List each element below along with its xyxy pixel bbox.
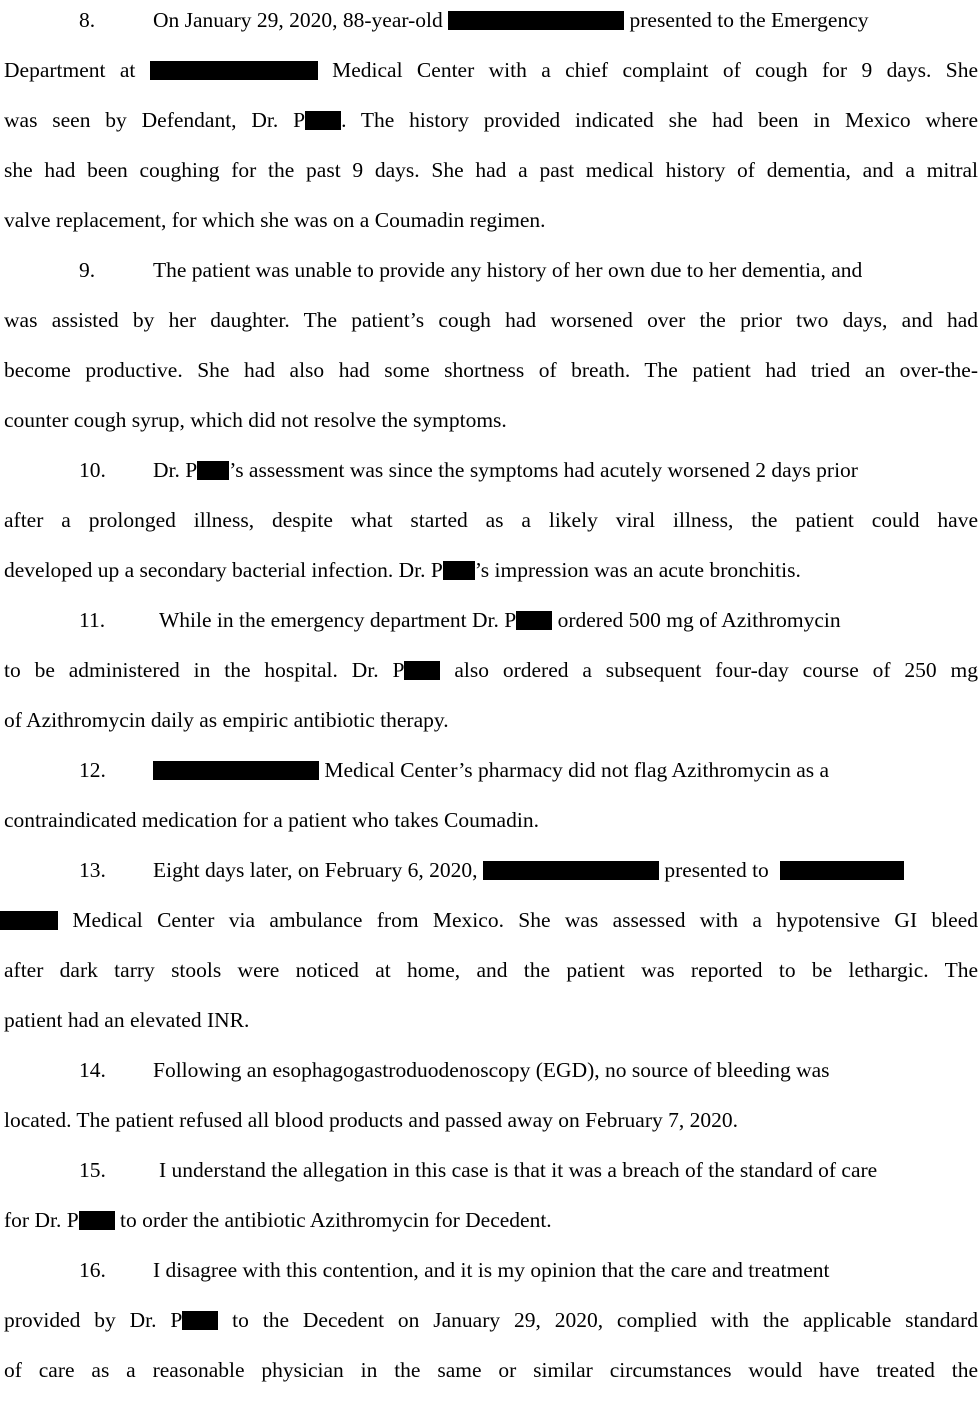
paragraph-9-line-1: 9. The patient was unable to provide any history of her own due to her dementia, and — [4, 258, 978, 308]
redaction-bar — [305, 111, 341, 130]
paragraph-number: 15. — [79, 1158, 106, 1182]
redaction-bar — [516, 611, 552, 630]
paragraph-number: 9. — [79, 258, 96, 282]
paragraph-number: 16. — [79, 1258, 106, 1282]
paragraph-11-line-2: to be administered in the hospital. Dr. P also ordered a subsequent four-day course of 250 mg — [4, 658, 979, 682]
redaction-bar — [153, 761, 319, 780]
paragraph-number: 11. — [79, 608, 106, 632]
paragraph-10-line-3: developed up a secondary bacterial infection. Dr. P ’s impression was an acute bronchitis. — [4, 558, 801, 582]
paragraph-15-line-1: 15. I understand the allegation in this case is that it was a breach of the standard of care — [4, 1158, 978, 1208]
redaction-bar — [483, 861, 659, 880]
paragraph-number: 10. — [79, 458, 106, 482]
paragraph-number: 14. — [79, 1058, 106, 1082]
redaction-bar — [443, 561, 475, 580]
redaction-bar — [197, 461, 229, 480]
paragraph-8-line-4: she had been coughing for the past 9 days. She had a past medical history of dementia, and a mitral — [4, 158, 978, 182]
paragraph-16-line-3: of care as a reasonable physician in the same or similar circumstances would have treated the — [4, 1358, 978, 1382]
paragraph-10-line-1: 10. Dr. P ’s assessment was since the symptoms had acutely worsened 2 days prior — [4, 458, 978, 508]
paragraph-15-line-2: for Dr. P to order the antibiotic Azithromycin for Decedent. — [4, 1208, 552, 1232]
paragraph-16-line-2: provided by Dr. P to the Decedent on January 29, 2020, complied with the applicable standard — [4, 1308, 978, 1332]
redaction-bar — [182, 1311, 218, 1330]
paragraph-12-line-2: contraindicated medication for a patient who takes Coumadin. — [4, 808, 539, 832]
paragraph-8-line-1: 8. On January 29, 2020, 88-year-old presented to the Emergency — [4, 8, 978, 58]
redaction-bar — [79, 1211, 115, 1230]
paragraph-number: 8. — [79, 8, 96, 32]
paragraph-13-line-2: Medical Center via ambulance from Mexico. She was assessed with a hypotensive GI bleed — [0, 908, 978, 958]
paragraph-9-line-2: was assisted by her daughter. The patient’s cough had worsened over the prior two days, and had — [4, 308, 978, 332]
redaction-bar — [0, 911, 58, 930]
paragraph-10-line-2: after a prolonged illness, despite what started as a likely viral illness, the patient could have — [4, 508, 978, 532]
paragraph-13-line-4: patient had an elevated INR. — [4, 1008, 250, 1032]
paragraph-8-line-3: was seen by Defendant, Dr. P . The history provided indicated she had been in Mexico where — [4, 108, 978, 132]
paragraph-14-line-1: 14. Following an esophagogastroduodenoscopy (EGD), no source of bleeding was — [4, 1058, 978, 1108]
paragraph-9-line-4: counter cough syrup, which did not resolve the symptoms. — [4, 408, 507, 432]
redaction-bar — [448, 11, 624, 30]
paragraph-8-line-5: valve replacement, for which she was on a Coumadin regimen. — [4, 208, 546, 232]
paragraph-number: 12. — [79, 758, 106, 782]
paragraph-12-line-1: 12. Medical Center’s pharmacy did not flag Azithromycin as a — [4, 758, 978, 808]
redaction-bar — [780, 861, 904, 880]
paragraph-number: 13. — [79, 858, 106, 882]
paragraph-8-line-2: Department at Medical Center with a chief complaint of cough for 9 days. She — [4, 58, 978, 82]
paragraph-11-line-3: of Azithromycin daily as empiric antibiotic therapy. — [4, 708, 449, 732]
redaction-bar — [404, 661, 440, 680]
paragraph-11-line-1: 11. While in the emergency department Dr. P ordered 500 mg of Azithromycin — [4, 608, 978, 658]
redaction-bar — [150, 61, 318, 80]
paragraph-9-line-3: become productive. She had also had some shortness of breath. The patient had tried an over-the- — [4, 358, 978, 382]
paragraph-13-line-3: after dark tarry stools were noticed at home, and the patient was reported to be lethargic. The — [4, 958, 978, 982]
paragraph-16-line-1: 16. I disagree with this contention, and it is my opinion that the care and treatment — [4, 1258, 978, 1308]
paragraph-14-line-2: located. The patient refused all blood products and passed away on February 7, 2020. — [4, 1108, 738, 1132]
paragraph-13-line-1: 13. Eight days later, on February 6, 2020, presented to — [4, 858, 978, 908]
